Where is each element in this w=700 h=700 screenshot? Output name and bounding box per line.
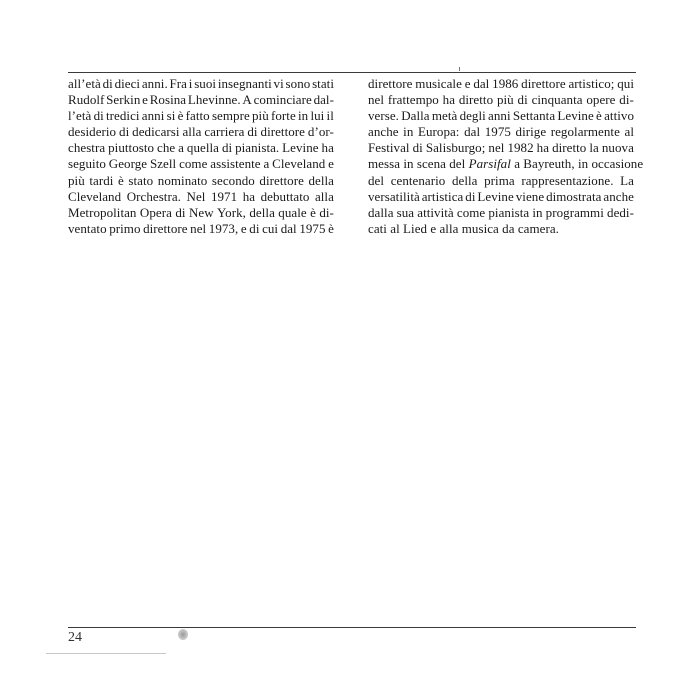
text-line xyxy=(368,156,644,172)
text-line: verse. Dalla metà degli anni Settanta Levine è attivo xyxy=(368,108,634,124)
page-number: 24 xyxy=(68,630,82,645)
paragraph xyxy=(68,76,334,237)
print-mark xyxy=(459,67,460,71)
faint-footer-line xyxy=(46,653,166,654)
text-line: l’età di tredici anni si è fatto sempre più forte in lui il xyxy=(68,108,334,124)
text-line: Festival di Salisburgo; nel 1982 ha diretto la nuova xyxy=(368,140,634,156)
text-line: Metropolitan Opera di New York, della quale è di- xyxy=(68,204,334,220)
text-line: desiderio di dedicarsi alla carriera di direttore d’or- xyxy=(68,124,334,140)
text-column-right xyxy=(368,76,644,237)
text-line: Rudolf Serkin e Rosina Lhevinne. A cominciare dal- xyxy=(68,92,334,108)
text-run: a Bayreuth, in occasione xyxy=(510,156,644,172)
text-line: ventato primo direttore nel 1973, e di cui dal 1975 è xyxy=(68,220,334,236)
text-line: dalla sua attività come pianista in programmi dedi- xyxy=(368,204,634,220)
text-line: cati al Lied e alla musica da camera. xyxy=(368,220,559,236)
opera-title: Parsifal xyxy=(468,156,511,172)
text-line: direttore musicale e dal 1986 direttore artistico; qui xyxy=(368,76,634,91)
text-line: seguito George Szell come assistente a Cleveland e xyxy=(68,156,334,172)
text-line: nel frattempo ha diretto più di cinquanta opere di- xyxy=(368,92,634,108)
paragraph xyxy=(368,76,644,237)
text-line: all’età di dieci anni. Fra i suoi insegnanti vi sono stati xyxy=(68,76,334,91)
header-rule xyxy=(68,72,636,73)
text-line: anche in Europa: dal 1975 dirige regolarmente al xyxy=(368,124,634,140)
footer-rule xyxy=(68,627,636,628)
text-run: messa in scena del xyxy=(368,156,469,172)
text-line: del centenario della prima rappresentazione. La xyxy=(368,172,634,188)
text-line: più tardi è stato nominato secondo direttore della xyxy=(68,172,334,188)
ink-smudge xyxy=(178,629,188,640)
text-line: chestra piuttosto che a quella di pianista. Levine ha xyxy=(68,140,334,156)
text-column-left xyxy=(68,76,334,237)
text-line: versatilità artistica di Levine viene dimostrata anche xyxy=(368,188,634,204)
text-line: Cleveland Orchestra. Nel 1971 ha debuttato alla xyxy=(68,188,334,204)
